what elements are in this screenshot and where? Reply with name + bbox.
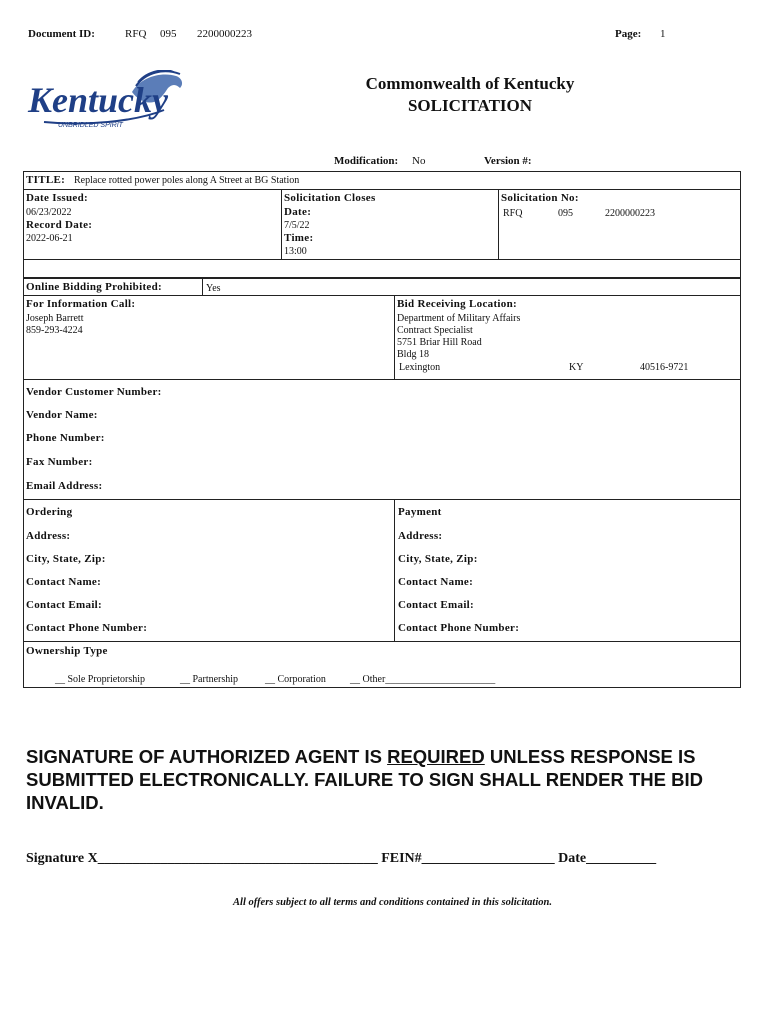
signature-field[interactable]: Signature X________________________________________ [26,851,378,866]
document-dept: 095 [160,28,177,40]
record-date-value: 2022-06-21 [26,233,73,244]
date-issued-value: 06/23/2022 [26,207,72,218]
solicitation-closes-label: Solicitation Closes [284,192,376,204]
solicitation-no-value: 2200000223 [605,208,655,219]
page-title: Commonwealth of Kentucky [365,74,575,93]
phone-number-label: Phone Number: [26,432,105,444]
payment-city-label: City, State, Zip: [398,553,478,565]
logo-tagline: UNBRIDLED SPIRIT [58,122,123,129]
page-label: Page: [615,28,642,40]
document-type: RFQ [125,28,147,40]
online-bidding-value: Yes [206,283,221,294]
vendor-customer-number-label: Vendor Customer Number: [26,386,162,398]
bid-location-zip: 40516-9721 [640,362,689,373]
footer-note: All offers subject to all terms and conditions contained in this solicitation. [233,897,552,908]
version-label: Version #: [484,155,532,167]
solicitation-no-label: Solicitation No: [501,192,579,204]
ownership-corporation[interactable]: __ Corporation [265,674,326,685]
close-date-label: Date: [284,206,312,218]
contact-phone: 859-293-4224 [26,325,83,336]
close-time-label: Time: [284,232,314,244]
online-bidding-label: Online Bidding Prohibited: [26,281,162,293]
ownership-heading: Ownership Type [26,645,108,657]
close-date-value: 7/5/22 [284,220,310,231]
date-field[interactable]: Date__________ [558,851,657,866]
payment-heading: Payment [398,506,442,518]
document-number: 2200000223 [197,28,252,40]
ownership-other[interactable]: __ Other______________________ [350,674,496,685]
signature-notice-part1: SIGNATURE OF AUTHORIZED AGENT IS [26,746,388,767]
bid-location-label: Bid Receiving Location: [397,298,517,310]
payment-address-label: Address: [398,530,443,542]
ownership-sole[interactable]: __ Sole Proprietorship [55,674,145,685]
bid-location-state: KY [569,362,584,373]
bid-location-line3: 5751 Briar Hill Road [397,337,482,348]
payment-contact-email-label: Contact Email: [398,599,474,611]
bid-location-city: Lexington [399,362,441,373]
fein-field[interactable]: FEIN#___________________ [381,851,555,866]
ordering-contact-phone-label: Contact Phone Number: [26,622,148,634]
email-address-label: Email Address: [26,480,103,492]
page-number: 1 [660,28,666,40]
page-subtitle: SOLICITATION [407,96,533,115]
document-id-label: Document ID: [28,28,95,40]
ordering-address-label: Address: [26,530,71,542]
bid-location-line1: Department of Military Affairs [397,313,521,324]
ordering-heading: Ordering [26,506,73,518]
modification-label: Modification: [334,155,399,167]
contact-name: Joseph Barrett [26,313,84,324]
ordering-city-label: City, State, Zip: [26,553,106,565]
close-time-value: 13:00 [284,246,307,257]
title-value: Replace rotted power poles along A Street at BG Station [74,175,300,186]
signature-notice [26,745,756,814]
payment-contact-name-label: Contact Name: [398,576,474,588]
solicitation-no-dept: 095 [558,208,573,219]
record-date-label: Record Date: [26,219,93,231]
ordering-contact-email-label: Contact Email: [26,599,102,611]
ownership-partnership[interactable]: __ Partnership [180,674,239,685]
horse-head-icon [24,70,194,132]
fax-number-label: Fax Number: [26,456,93,468]
signature-notice-part2: UNLESS RESPONSE IS SUBMITTED ELECTRONICALLY. FAILURE TO SIGN SHALL RENDER THE BID INVALID. [26,746,704,813]
signature-notice-required: REQUIRED [387,746,485,767]
bid-location-line2: Contract Specialist [397,325,473,336]
logo-wordmark: Kentucky [28,80,168,120]
modification-value: No [412,155,426,167]
solicitation-no-type: RFQ [503,208,523,219]
solicitation-form [23,171,741,688]
bid-location-line4: Bldg 18 [397,349,429,360]
vendor-name-label: Vendor Name: [26,409,98,421]
title-label: TITLE: [26,174,66,186]
date-issued-label: Date Issued: [26,192,88,204]
ordering-contact-name-label: Contact Name: [26,576,102,588]
kentucky-logo [24,70,194,132]
info-call-label: For Information Call: [26,298,136,310]
signature-line[interactable] [26,851,656,867]
payment-contact-phone-label: Contact Phone Number: [398,622,520,634]
